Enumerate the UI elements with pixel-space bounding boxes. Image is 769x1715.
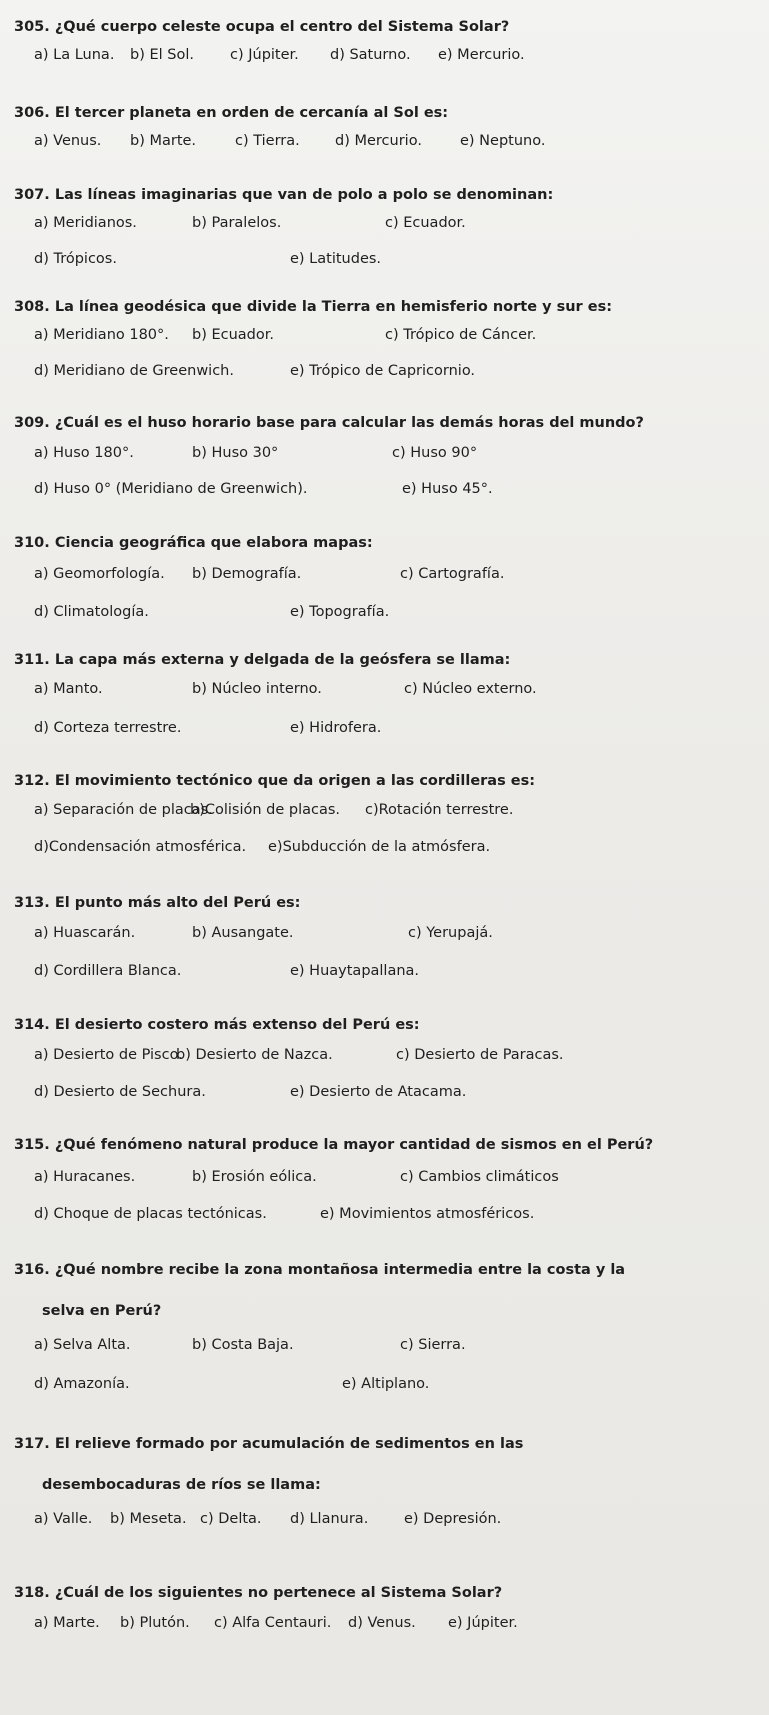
answer-option[interactable]: c) Yerupajá. <box>408 925 493 941</box>
question-text: La capa más externa y delgada de la geósfera se llama: <box>54 652 511 668</box>
question-text: El movimiento tectónico que da origen a las cordilleras es: <box>54 773 536 789</box>
answer-option[interactable]: d) Amazonía. <box>34 1376 130 1392</box>
answer-option[interactable]: d) Cordillera Blanca. <box>34 963 182 979</box>
question-text: El desierto costero más extenso del Perú es: <box>54 1017 420 1033</box>
answer-option[interactable]: e) Latitudes. <box>290 251 382 267</box>
question-stem <box>14 1435 523 1453</box>
answer-option[interactable]: a) Geomorfología. <box>34 566 165 582</box>
answer-option[interactable]: a) Manto. <box>34 681 103 697</box>
question-stem <box>14 18 509 36</box>
question-number: 306. <box>14 105 50 121</box>
answer-option[interactable]: a) Huracanes. <box>34 1169 136 1185</box>
answer-option[interactable]: a) Valle. <box>34 1511 93 1527</box>
answer-option[interactable]: c) Huso 90° <box>392 445 478 461</box>
answer-option[interactable]: a) La Luna. <box>34 47 115 63</box>
question-stem <box>14 1016 420 1034</box>
answer-option[interactable]: e) Desierto de Atacama. <box>290 1084 467 1100</box>
answer-option[interactable]: c) Tierra. <box>235 133 300 149</box>
answer-option[interactable]: e) Mercurio. <box>438 47 525 63</box>
question-stem <box>14 651 510 669</box>
answer-option[interactable]: b) Marte. <box>130 133 197 149</box>
answer-option[interactable]: d) Climatología. <box>34 604 149 620</box>
question-text-continuation: selva en Perú? <box>42 1303 162 1319</box>
answer-option[interactable]: d) Trópicos. <box>34 251 117 267</box>
answer-option[interactable]: d) Llanura. <box>290 1511 369 1527</box>
question-number: 309. <box>14 415 50 431</box>
answer-option[interactable]: a) Selva Alta. <box>34 1337 131 1353</box>
answer-option[interactable]: a) Venus. <box>34 133 102 149</box>
answer-option[interactable]: e) Depresión. <box>404 1511 502 1527</box>
answer-option[interactable]: b) El Sol. <box>130 47 194 63</box>
question-number: 317. <box>14 1436 50 1452</box>
answer-option[interactable]: b) Huso 30° <box>192 445 279 461</box>
answer-option[interactable]: e) Trópico de Capricornio. <box>290 363 476 379</box>
question-text: La línea geodésica que divide la Tierra en hemisferio norte y sur es: <box>54 299 613 315</box>
question-text-continuation: desembocaduras de ríos se llama: <box>42 1477 321 1493</box>
answer-option[interactable]: c) Delta. <box>200 1511 262 1527</box>
answer-option[interactable]: a) Huascarán. <box>34 925 136 941</box>
question-stem <box>14 772 535 790</box>
question-text: Las líneas imaginarias que van de polo a polo se denominan: <box>54 187 554 203</box>
question-text: ¿Qué nombre recibe la zona montañosa intermedia entre la costa y la <box>54 1262 626 1278</box>
answer-option[interactable]: e) Júpiter. <box>448 1615 518 1631</box>
question-text: ¿Cuál es el huso horario base para calcular las demás horas del mundo? <box>54 415 644 431</box>
question-text: ¿Cuál de los siguientes no pertenece al Sistema Solar? <box>54 1585 503 1601</box>
answer-option[interactable]: d) Mercurio. <box>335 133 422 149</box>
answer-option[interactable]: d) Saturno. <box>330 47 411 63</box>
question-number: 305. <box>14 19 50 35</box>
answer-option[interactable]: b) Meseta. <box>110 1511 187 1527</box>
answer-option[interactable]: e) Topografía. <box>290 604 390 620</box>
question-stem <box>14 104 448 122</box>
question-stem <box>14 414 644 432</box>
answer-option[interactable]: d) Meridiano de Greenwich. <box>34 363 234 379</box>
answer-option[interactable]: b) Paralelos. <box>192 215 282 231</box>
question-text: El relieve formado por acumulación de sedimentos en las <box>54 1436 524 1452</box>
answer-option[interactable]: b) Costa Baja. <box>192 1337 294 1353</box>
question-number: 318. <box>14 1585 50 1601</box>
answer-option[interactable]: b) Ecuador. <box>192 327 274 343</box>
answer-option[interactable]: e)Subducción de la atmósfera. <box>268 839 491 855</box>
question-stem <box>14 1261 625 1279</box>
answer-option[interactable]: a) Separación de placas. <box>34 802 213 818</box>
answer-option[interactable]: e) Huso 45°. <box>402 481 493 497</box>
question-number: 314. <box>14 1017 50 1033</box>
answer-option[interactable]: b) Desierto de Nazca. <box>176 1047 333 1063</box>
answer-option[interactable]: e) Neptuno. <box>460 133 546 149</box>
answer-option[interactable]: a) Desierto de Pisco. <box>34 1047 183 1063</box>
answer-option[interactable]: a) Meridiano 180°. <box>34 327 169 343</box>
answer-option[interactable]: b) Erosión eólica. <box>192 1169 317 1185</box>
question-stem <box>14 894 300 912</box>
question-text: El tercer planeta en orden de cercanía al Sol es: <box>54 105 449 121</box>
question-stem <box>14 298 612 316</box>
question-stem <box>14 1584 502 1602</box>
answer-option[interactable]: d) Desierto de Sechura. <box>34 1084 206 1100</box>
answer-option[interactable]: d) Choque de placas tectónicas. <box>34 1206 267 1222</box>
answer-option[interactable]: a) Huso 180°. <box>34 445 134 461</box>
answer-option[interactable]: c) Desierto de Paracas. <box>396 1047 564 1063</box>
question-number: 313. <box>14 895 50 911</box>
answer-option[interactable]: d) Corteza terrestre. <box>34 720 182 736</box>
answer-option[interactable]: c) Alfa Centauri. <box>214 1615 332 1631</box>
question-number: 312. <box>14 773 50 789</box>
question-stem <box>14 186 553 204</box>
answer-option[interactable]: b) Plutón. <box>120 1615 190 1631</box>
question-number: 310. <box>14 535 50 551</box>
question-number: 307. <box>14 187 50 203</box>
question-stem <box>14 1136 653 1154</box>
answer-option[interactable]: c) Ecuador. <box>385 215 466 231</box>
answer-option[interactable]: e) Altiplano. <box>342 1376 430 1392</box>
answer-option[interactable]: c) Sierra. <box>400 1337 466 1353</box>
answer-option[interactable]: a) Marte. <box>34 1615 100 1631</box>
answer-option[interactable]: d) Venus. <box>348 1615 416 1631</box>
answer-option[interactable]: c) Cambios climáticos <box>400 1169 559 1185</box>
answer-option[interactable]: e) Hidrofera. <box>290 720 382 736</box>
answer-option[interactable]: c)Rotación terrestre. <box>365 802 514 818</box>
answer-option[interactable]: b) Ausangate. <box>192 925 294 941</box>
question-text: El punto más alto del Perú es: <box>54 895 301 911</box>
answer-option[interactable]: a) Meridianos. <box>34 215 137 231</box>
answer-option[interactable]: c) Cartografía. <box>400 566 505 582</box>
question-number: 315. <box>14 1137 50 1153</box>
answer-option[interactable]: d)Condensación atmosférica. <box>34 839 247 855</box>
question-stem <box>14 534 373 552</box>
question-number: 308. <box>14 299 50 315</box>
answer-option[interactable]: e) Movimientos atmosféricos. <box>320 1206 535 1222</box>
answer-option[interactable]: e) Huaytapallana. <box>290 963 420 979</box>
question-number: 316. <box>14 1262 50 1278</box>
question-number: 311. <box>14 652 50 668</box>
answer-option[interactable]: c) Núcleo externo. <box>404 681 537 697</box>
answer-option[interactable]: c) Júpiter. <box>230 47 299 63</box>
answer-option[interactable]: b) Núcleo interno. <box>192 681 322 697</box>
question-text: ¿Qué fenómeno natural produce la mayor cantidad de sismos en el Perú? <box>54 1137 654 1153</box>
question-text: ¿Qué cuerpo celeste ocupa el centro del Sistema Solar? <box>54 19 510 35</box>
answer-option[interactable]: d) Huso 0° (Meridiano de Greenwich). <box>34 481 308 497</box>
answer-option[interactable]: b) Demografía. <box>192 566 302 582</box>
answer-option[interactable]: c) Trópico de Cáncer. <box>385 327 537 343</box>
question-text: Ciencia geográfica que elabora mapas: <box>54 535 373 551</box>
answer-option[interactable]: b)Colisión de placas. <box>190 802 341 818</box>
